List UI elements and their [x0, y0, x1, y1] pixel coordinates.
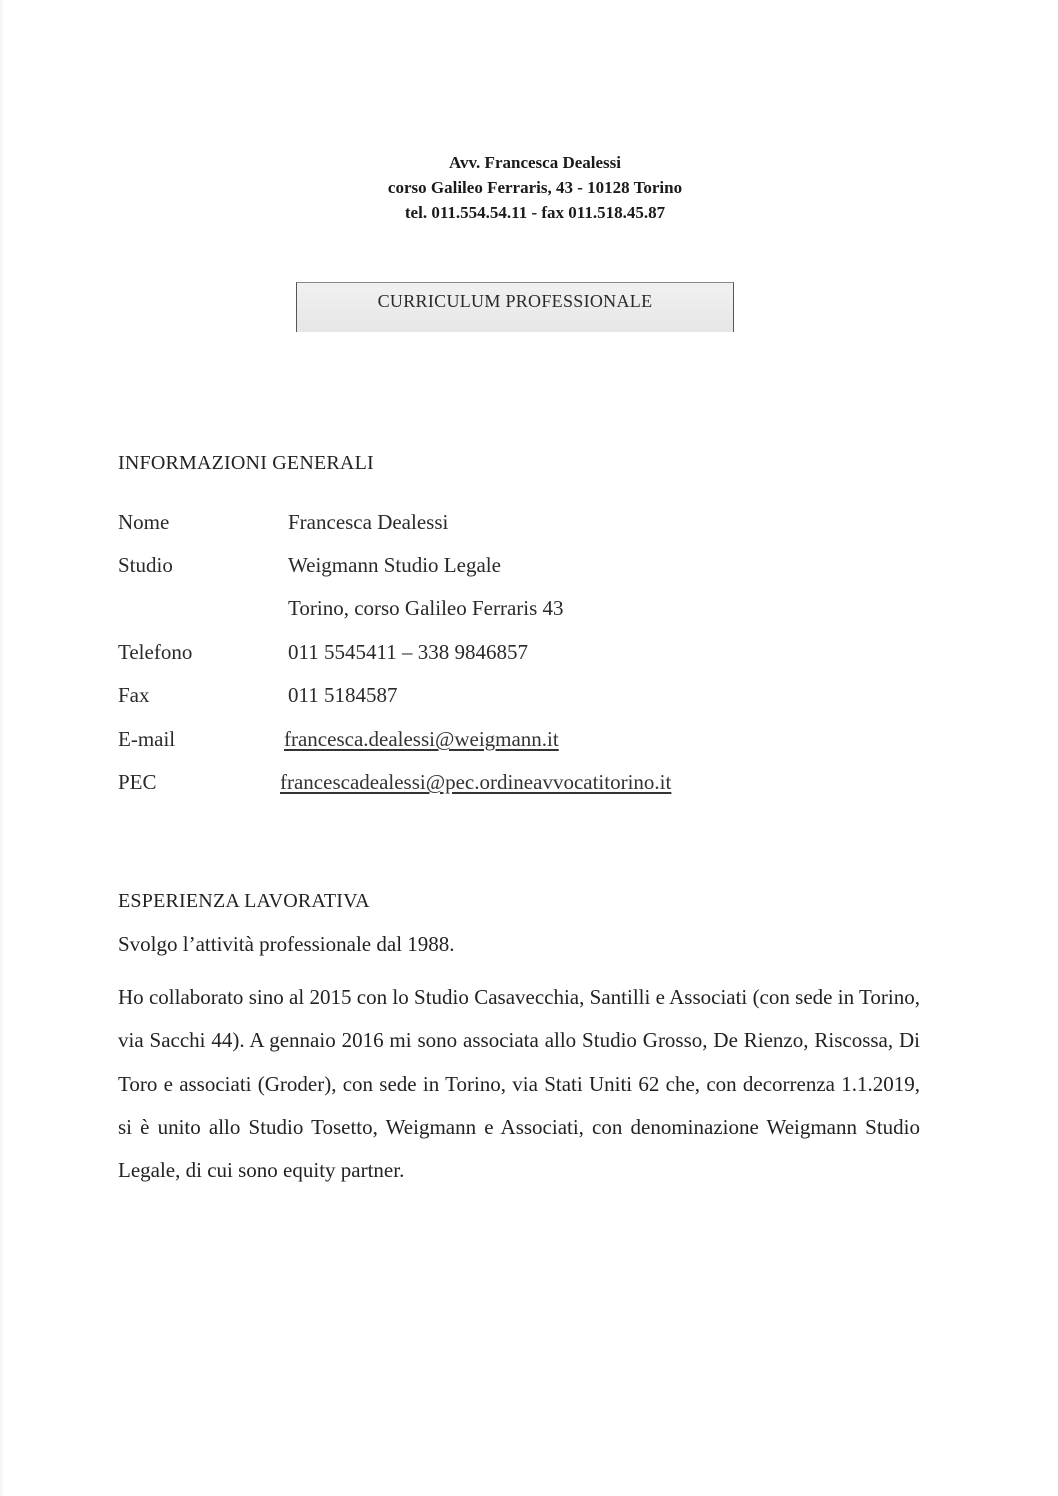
section-heading-general-info: INFORMAZIONI GENERALI: [118, 452, 374, 474]
section-heading-work-experience: ESPERIENZA LAVORATIVA: [118, 890, 370, 912]
info-value: 011 5184587: [288, 683, 398, 707]
info-label: Nome: [118, 510, 170, 534]
info-value: Torino, corso Galileo Ferraris 43: [288, 596, 564, 620]
letterhead-address: corso Galileo Ferraris, 43 - 10128 Torino: [387, 178, 683, 197]
email-link[interactable]: francesca.dealessi@weigmann.it: [284, 727, 559, 751]
info-row-nome: [118, 510, 818, 540]
title-box: [296, 282, 734, 332]
experience-paragraph: Ho collaborato sino al 2015 con lo Studio Casavecchia, Santilli e Associati (con sede in Torino, via Sacchi 44). A gennaio 2016 mi sono associata allo Studio Grosso, De Rienzo, Riscossa, Di Toro e associati (Groder), con sede in Torino, via Stati Uniti 62 che, con decorrenza 1.1.2019, si è unito allo Studio Tosetto, Weigmann e Associati, con denominazione Weigmann Studio Legale, di cui sono equity partner.: [118, 985, 920, 1183]
info-row-telefono: [118, 640, 818, 670]
document-title: CURRICULUM PROFESSIONALE: [377, 291, 653, 311]
scan-edge: [0, 0, 4, 1496]
info-label: Fax: [118, 683, 150, 707]
letterhead-name: Avv. Francesca Dealessi: [448, 153, 621, 172]
info-label: Studio: [118, 553, 173, 577]
info-value: Francesca Dealessi: [288, 510, 449, 534]
letterhead: [300, 150, 770, 225]
info-label: E-mail: [118, 727, 176, 751]
info-value: 011 5545411 – 338 9846857: [288, 640, 528, 664]
info-row-pec: [118, 770, 818, 800]
info-label: PEC: [118, 770, 157, 794]
pec-link[interactable]: francescadealessi@pec.ordineavvocatitorino.it: [280, 770, 672, 794]
info-row-studio-address: [118, 596, 818, 626]
info-row-email: [118, 727, 818, 757]
info-label: Telefono: [118, 640, 193, 664]
info-row-studio: [118, 553, 818, 583]
info-value: Weigmann Studio Legale: [288, 553, 501, 577]
info-row-fax: [118, 683, 818, 713]
experience-paragraph: Svolgo l’attività professionale dal 1988.: [118, 932, 455, 956]
letterhead-contacts: tel. 011.554.54.11 - fax 011.518.45.87: [404, 203, 666, 222]
